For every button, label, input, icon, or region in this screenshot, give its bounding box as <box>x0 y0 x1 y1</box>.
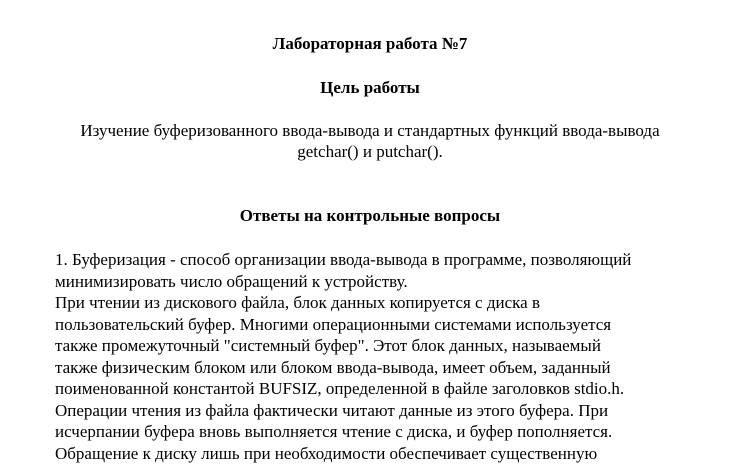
answer-line: минимизировать число обращений к устройству. <box>55 271 408 291</box>
answer-line: Операции чтения из файла фактически читают данные из этого буфера. При <box>55 400 609 420</box>
goal-line: Изучение буферизованного ввода-вывода и стандартных функций ввода-вывода <box>80 121 660 140</box>
document-title: Лабораторная работа №7 <box>272 34 468 53</box>
answers-heading: Ответы на контрольные вопросы <box>239 206 501 225</box>
answer-line: 1. Буферизация - способ организации ввода-вывода в программе, позволяющий <box>55 250 632 269</box>
answer-line: пользовательский буфер. Многими операционными системами используется <box>55 314 612 334</box>
answer-line: также промежуточный "системный буфер". Этот блок данных, называемый <box>55 336 601 355</box>
answer-line: поименованной константой BUFSIZ, определенной в файле заголовков stdio.h. <box>55 379 625 398</box>
answer-line: При чтении из дискового файла, блок данных копируется с диска в <box>55 293 540 312</box>
goal-text <box>40 120 700 162</box>
answer-text <box>55 249 715 464</box>
goal-heading: Цель работы <box>320 78 420 97</box>
answer-line: Обращение к диску лишь при необходимости обеспечивает существенную <box>55 443 598 463</box>
goal-line: getchar() и putchar(). <box>297 142 443 161</box>
answer-line: также физическим блоком или блоком ввода-вывода, имеет объем, заданный <box>55 357 611 377</box>
answer-line: исчерпании буфера вновь выполняется чтение с диска, и буфер пополняется. <box>55 422 613 441</box>
